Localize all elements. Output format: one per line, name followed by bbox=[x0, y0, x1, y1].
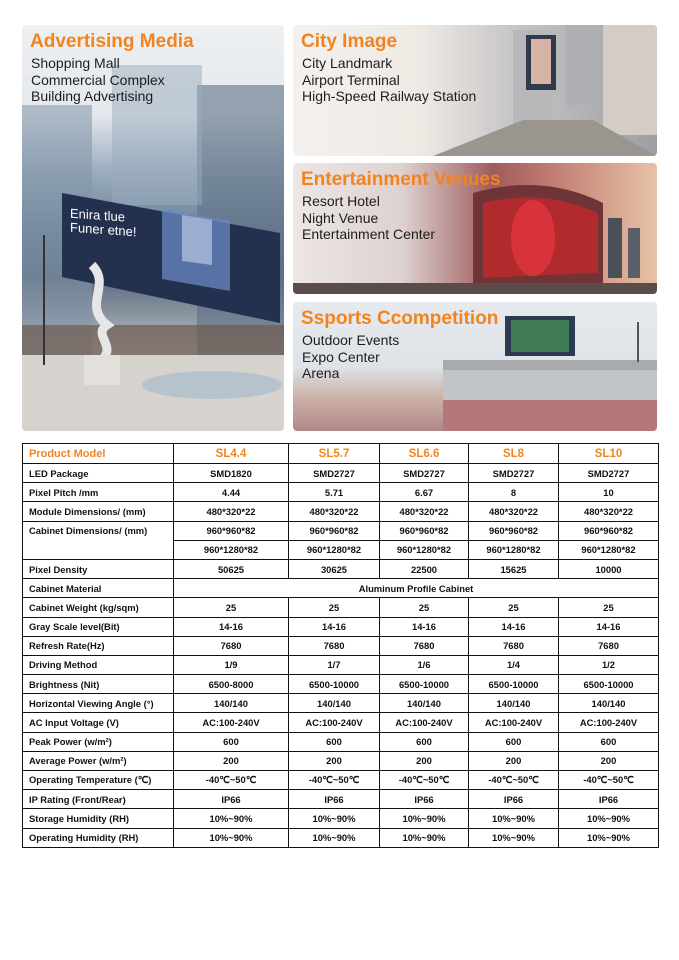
value-cell: 5.71 bbox=[289, 483, 380, 502]
value-cell: SMD2727 bbox=[559, 464, 659, 483]
table-row bbox=[23, 502, 659, 521]
row-label: Cabinet Weight (kg/sqm) bbox=[23, 598, 174, 617]
value-cell: AC:100-240V bbox=[174, 713, 289, 732]
value-cell: 960*1280*82 bbox=[174, 540, 289, 559]
value-cell: SMD1820 bbox=[174, 464, 289, 483]
city-list bbox=[302, 55, 476, 105]
value-cell: 960*1280*82 bbox=[289, 540, 380, 559]
table-row bbox=[23, 483, 659, 502]
advertising-item: Building Advertising bbox=[31, 88, 154, 104]
value-cell: 1/6 bbox=[380, 655, 469, 674]
value-cell: 10000 bbox=[559, 559, 659, 578]
value-cell: 960*960*82 bbox=[289, 521, 380, 540]
value-cell: 1/9 bbox=[174, 655, 289, 674]
advertising-list bbox=[31, 55, 165, 105]
row-label: Module Dimensions/ (mm) bbox=[23, 502, 174, 521]
value-cell: 10%~90% bbox=[559, 809, 659, 828]
table-row bbox=[23, 694, 659, 713]
merged-value-cell: Aluminum Profile Cabinet bbox=[174, 579, 659, 598]
value-cell: 25 bbox=[174, 598, 289, 617]
value-cell: 6.67 bbox=[380, 483, 469, 502]
row-label: Peak Power (w/m²) bbox=[23, 732, 174, 751]
value-cell: 200 bbox=[289, 751, 380, 770]
table-row bbox=[23, 464, 659, 483]
value-cell: 200 bbox=[380, 751, 469, 770]
value-cell: 600 bbox=[559, 732, 659, 751]
value-cell: 14-16 bbox=[559, 617, 659, 636]
value-cell: 480*320*22 bbox=[559, 502, 659, 521]
table-row bbox=[23, 771, 659, 790]
value-cell: 7680 bbox=[559, 636, 659, 655]
value-cell: 200 bbox=[469, 751, 559, 770]
table-row bbox=[23, 790, 659, 809]
value-cell: 960*960*82 bbox=[174, 521, 289, 540]
value-cell: 25 bbox=[289, 598, 380, 617]
value-cell: 480*320*22 bbox=[174, 502, 289, 521]
value-cell: 6500-10000 bbox=[289, 675, 380, 694]
row-label: Storage Humidity (RH) bbox=[23, 809, 174, 828]
value-cell: IP66 bbox=[469, 790, 559, 809]
sports-title: Ssports Ccompetition bbox=[301, 308, 499, 329]
value-cell: -40℃~50℃ bbox=[469, 771, 559, 790]
value-cell: 600 bbox=[380, 732, 469, 751]
sports-item: Outdoor Events bbox=[302, 332, 400, 348]
table-row bbox=[23, 713, 659, 732]
value-cell: 7680 bbox=[380, 636, 469, 655]
table-row bbox=[23, 655, 659, 674]
value-cell: 960*1280*82 bbox=[559, 540, 659, 559]
table-row bbox=[23, 617, 659, 636]
value-cell: 600 bbox=[289, 732, 380, 751]
value-cell: SMD2727 bbox=[289, 464, 380, 483]
value-cell: 4.44 bbox=[174, 483, 289, 502]
city-image-panel bbox=[293, 25, 657, 156]
row-label: Operating Temperature (℃) bbox=[23, 771, 174, 790]
value-cell: 10%~90% bbox=[174, 828, 289, 847]
value-cell: 960*1280*82 bbox=[469, 540, 559, 559]
table-row bbox=[23, 540, 659, 559]
value-cell: AC:100-240V bbox=[559, 713, 659, 732]
value-cell: 25 bbox=[559, 598, 659, 617]
row-label: Gray Scale level(Bit) bbox=[23, 617, 174, 636]
row-label: Brightness (Nit) bbox=[23, 675, 174, 694]
value-cell: IP66 bbox=[289, 790, 380, 809]
value-cell: IP66 bbox=[174, 790, 289, 809]
table-row bbox=[23, 559, 659, 578]
entertainment-item: Resort Hotel bbox=[302, 193, 380, 209]
value-cell: 10%~90% bbox=[174, 809, 289, 828]
value-cell: 25 bbox=[380, 598, 469, 617]
value-cell: 600 bbox=[174, 732, 289, 751]
row-label: Operating Humidity (RH) bbox=[23, 828, 174, 847]
value-cell: 10 bbox=[559, 483, 659, 502]
value-cell: 7680 bbox=[469, 636, 559, 655]
value-cell: 30625 bbox=[289, 559, 380, 578]
advertising-item: Shopping Mall bbox=[31, 55, 120, 71]
value-cell: 600 bbox=[469, 732, 559, 751]
value-cell: 1/7 bbox=[289, 655, 380, 674]
value-cell: 10%~90% bbox=[469, 809, 559, 828]
model-header: SL10 bbox=[559, 444, 659, 464]
value-cell: 7680 bbox=[289, 636, 380, 655]
table-row bbox=[23, 579, 659, 598]
value-cell: 6500-8000 bbox=[174, 675, 289, 694]
model-header: SL8 bbox=[469, 444, 559, 464]
table-row bbox=[23, 636, 659, 655]
value-cell: 6500-10000 bbox=[380, 675, 469, 694]
value-cell: 480*320*22 bbox=[380, 502, 469, 521]
table-row bbox=[23, 598, 659, 617]
value-cell: 7680 bbox=[174, 636, 289, 655]
value-cell: 140/140 bbox=[174, 694, 289, 713]
row-label: Pixel Pitch /mm bbox=[23, 483, 174, 502]
header-label: Product Model bbox=[23, 444, 174, 464]
value-cell: 6500-10000 bbox=[559, 675, 659, 694]
advertising-title: Advertising Media bbox=[30, 31, 194, 52]
row-label: Pixel Density bbox=[23, 559, 174, 578]
value-cell: 10%~90% bbox=[469, 828, 559, 847]
value-cell: 14-16 bbox=[380, 617, 469, 636]
city-title: City Image bbox=[301, 31, 398, 52]
spec-table bbox=[22, 443, 659, 848]
row-label: Average Power (w/m²) bbox=[23, 751, 174, 770]
value-cell: 6500-10000 bbox=[469, 675, 559, 694]
entertainment-panel bbox=[293, 163, 657, 294]
value-cell: 480*320*22 bbox=[469, 502, 559, 521]
billboard-text: Enira tlue Funer etne! bbox=[70, 205, 137, 240]
table-header-row bbox=[23, 444, 659, 464]
model-header: SL4.4 bbox=[174, 444, 289, 464]
value-cell: 10%~90% bbox=[289, 809, 380, 828]
value-cell: 140/140 bbox=[380, 694, 469, 713]
table-row bbox=[23, 732, 659, 751]
city-item: High-Speed Railway Station bbox=[302, 88, 477, 104]
value-cell: 14-16 bbox=[289, 617, 380, 636]
value-cell: -40℃~50℃ bbox=[174, 771, 289, 790]
row-label: Cabinet Material bbox=[23, 579, 174, 598]
value-cell: 10%~90% bbox=[380, 828, 469, 847]
value-cell: 10%~90% bbox=[380, 809, 469, 828]
value-cell: AC:100-240V bbox=[469, 713, 559, 732]
advertising-media-panel bbox=[22, 25, 284, 431]
sports-item: Expo Center bbox=[302, 348, 380, 365]
table-row bbox=[23, 809, 659, 828]
value-cell: 22500 bbox=[380, 559, 469, 578]
entertainment-item: Entertainment Center bbox=[302, 226, 436, 242]
entertainment-title: Entertainment Venues bbox=[301, 169, 501, 190]
sports-list bbox=[302, 332, 399, 382]
value-cell: 8 bbox=[469, 483, 559, 502]
city-item: Airport Terminal bbox=[302, 71, 400, 88]
value-cell: 14-16 bbox=[174, 617, 289, 636]
table-row bbox=[23, 828, 659, 847]
row-label: Cabinet Dimensions/ (mm) bbox=[23, 521, 174, 540]
model-header: SL6.6 bbox=[380, 444, 469, 464]
value-cell: 960*960*82 bbox=[559, 521, 659, 540]
value-cell: 15625 bbox=[469, 559, 559, 578]
value-cell: 960*960*82 bbox=[380, 521, 469, 540]
value-cell: 50625 bbox=[174, 559, 289, 578]
row-label: Driving Method bbox=[23, 655, 174, 674]
row-label: LED Package bbox=[23, 464, 174, 483]
value-cell: 960*960*82 bbox=[469, 521, 559, 540]
sports-item: Arena bbox=[302, 365, 340, 381]
value-cell: AC:100-240V bbox=[289, 713, 380, 732]
row-label: IP Rating (Front/Rear) bbox=[23, 790, 174, 809]
value-cell: 200 bbox=[174, 751, 289, 770]
row-label bbox=[23, 540, 174, 559]
value-cell: -40℃~50℃ bbox=[289, 771, 380, 790]
value-cell: 140/140 bbox=[469, 694, 559, 713]
value-cell: 1/4 bbox=[469, 655, 559, 674]
value-cell: 25 bbox=[469, 598, 559, 617]
value-cell: 10%~90% bbox=[289, 828, 380, 847]
value-cell: SMD2727 bbox=[469, 464, 559, 483]
sports-panel bbox=[293, 302, 657, 431]
value-cell: 480*320*22 bbox=[289, 502, 380, 521]
value-cell: 1/2 bbox=[559, 655, 659, 674]
table-row bbox=[23, 751, 659, 770]
table-row bbox=[23, 675, 659, 694]
value-cell: 140/140 bbox=[559, 694, 659, 713]
value-cell: IP66 bbox=[559, 790, 659, 809]
entertainment-item: Night Venue bbox=[302, 209, 379, 226]
row-label: AC Input Voltage (V) bbox=[23, 713, 174, 732]
entertainment-list bbox=[302, 193, 435, 243]
model-header: SL5.7 bbox=[289, 444, 380, 464]
table-row bbox=[23, 521, 659, 540]
value-cell: 14-16 bbox=[469, 617, 559, 636]
value-cell: 10%~90% bbox=[559, 828, 659, 847]
value-cell: -40℃~50℃ bbox=[380, 771, 469, 790]
value-cell: AC:100-240V bbox=[380, 713, 469, 732]
value-cell: SMD2727 bbox=[380, 464, 469, 483]
row-label: Horizontal Viewing Angle (°) bbox=[23, 694, 174, 713]
row-label: Refresh Rate(Hz) bbox=[23, 636, 174, 655]
advertising-item: Commercial Complex bbox=[31, 71, 165, 88]
value-cell: 140/140 bbox=[289, 694, 380, 713]
value-cell: -40℃~50℃ bbox=[559, 771, 659, 790]
value-cell: 960*1280*82 bbox=[380, 540, 469, 559]
value-cell: IP66 bbox=[380, 790, 469, 809]
city-item: City Landmark bbox=[302, 55, 393, 71]
value-cell: 200 bbox=[559, 751, 659, 770]
